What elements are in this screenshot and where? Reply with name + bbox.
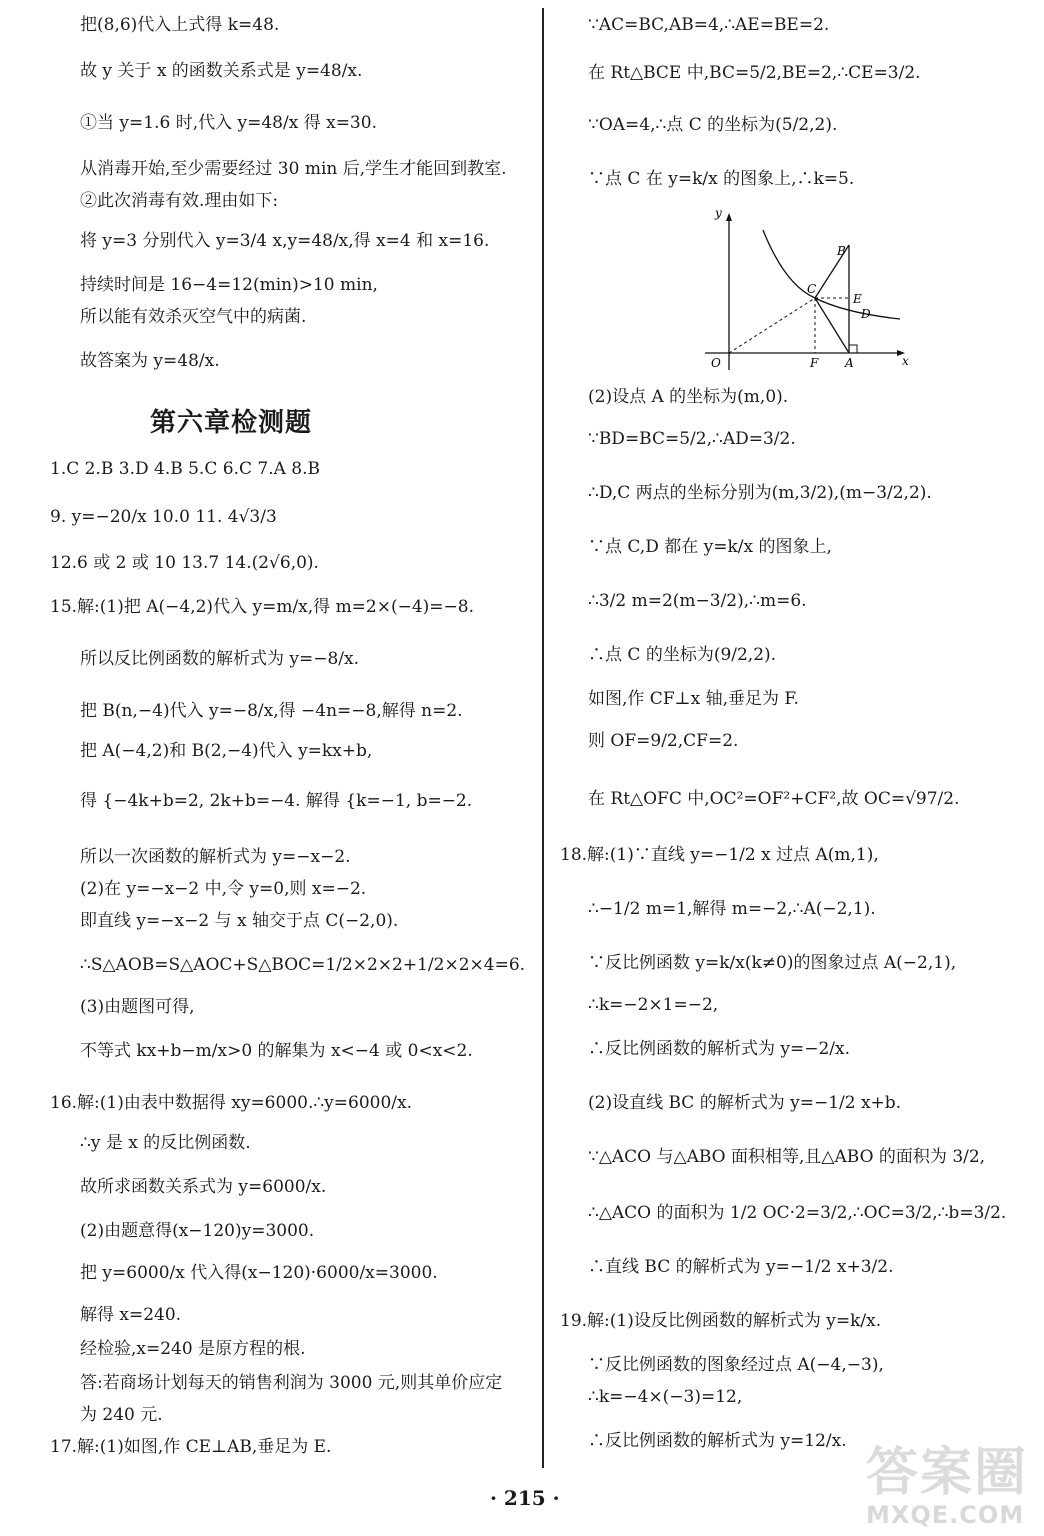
- solution-line: 16.解:(1)由表中数据得 xy=6000.∴y=6000/x.: [50, 1093, 412, 1113]
- text-line: 将 y=3 分别代入 y=3/4 x,y=48/x,得 x=4 和 x=16.: [80, 231, 490, 251]
- text-line: 故 y 关于 x 的函数关系式是 y=48/x.: [80, 61, 363, 81]
- label-x: x: [902, 354, 909, 368]
- text-line: 故所求函数关系式为 y=6000/x.: [80, 1177, 327, 1197]
- text-line: 则 OF=9/2,CF=2.: [588, 731, 739, 751]
- text-line: 在 Rt△BCE 中,BC=5/2,BE=2,∴CE=3/2.: [588, 63, 921, 83]
- text-line: ∴△ACO 的面积为 1/2 OC·2=3/2,∴OC=3/2,∴b=3/2.: [588, 1203, 1007, 1223]
- text-line: 经检验,x=240 是原方程的根.: [80, 1339, 306, 1359]
- label-e: E: [853, 292, 862, 306]
- chapter-title: 第六章检测题: [150, 408, 313, 438]
- page-number: · 215 ·: [490, 1486, 560, 1510]
- text-line: ∵反比例函数的图象经过点 A(−4,−3),: [588, 1355, 884, 1375]
- label-y: y: [715, 206, 722, 220]
- label-d: D: [861, 307, 871, 321]
- text-line: 答:若商场计划每天的销售利润为 3000 元,则其单价应定: [80, 1373, 503, 1393]
- text-line: 持续时间是 16−4=12(min)>10 min,: [80, 275, 378, 295]
- column-divider: [542, 8, 544, 1468]
- text-line: (2)设点 A 的坐标为(m,0).: [588, 387, 789, 407]
- text-line: 解得 x=240.: [80, 1305, 182, 1325]
- text-line: ①当 y=1.6 时,代入 y=48/x 得 x=30.: [80, 113, 377, 133]
- text-line: ∵点 C,D 都在 y=k/x 的图象上,: [588, 537, 832, 557]
- answer-line: 12.6 或 2 或 10 13.7 14.(2√6,0).: [50, 553, 319, 573]
- text-line: (3)由题图可得,: [80, 997, 195, 1017]
- text-line: ∴k=−2×1=−2,: [588, 995, 719, 1015]
- text-line: 所以能有效杀灭空气中的病菌.: [80, 307, 307, 327]
- text-line: 如图,作 CF⊥x 轴,垂足为 F.: [588, 689, 799, 709]
- watermark-logo: [866, 1445, 1031, 1530]
- label-f: F: [810, 356, 819, 370]
- text-line: ∴−1/2 m=1,解得 m=−2,∴A(−2,1).: [588, 899, 876, 919]
- text-line: ∴k=−4×(−3)=12,: [588, 1387, 743, 1407]
- text-line: ∵BD=BC=5/2,∴AD=3/2.: [588, 429, 796, 449]
- watermark-text: 答案圈: [866, 1443, 1029, 1503]
- text-line: 不等式 kx+b−m/x>0 的解集为 x<−4 或 0<x<2.: [80, 1041, 473, 1061]
- text-line: 从消毒开始,至少需要经过 30 min 后,学生才能回到教室.: [80, 159, 507, 179]
- watermark-url: MXQE.COM: [866, 1501, 1025, 1529]
- text-line: 把 A(−4,2)和 B(2,−4)代入 y=kx+b,: [80, 741, 373, 761]
- text-line: ∵反比例函数 y=k/x(k≠0)的图象过点 A(−2,1),: [588, 953, 957, 973]
- text-line: ∵点 C 在 y=k/x 的图象上,∴k=5.: [588, 169, 855, 189]
- text-line: 即直线 y=−x−2 与 x 轴交于点 C(−2,0).: [80, 911, 399, 931]
- text-line: ∵△ACO 与△ABO 面积相等,且△ABO 的面积为 3/2,: [588, 1147, 986, 1167]
- text-line: ∵AC=BC,AB=4,∴AE=BE=2.: [588, 15, 830, 35]
- solution-line: 17.解:(1)如图,作 CE⊥AB,垂足为 E.: [50, 1437, 332, 1457]
- coordinate-figure: [695, 205, 915, 375]
- text-line: 把 y=6000/x 代入得(x−120)·6000/x=3000.: [80, 1263, 438, 1283]
- text-line: 把 B(n,−4)代入 y=−8/x,得 −4n=−8,解得 n=2.: [80, 701, 463, 721]
- text-line: 所以反比例函数的解析式为 y=−8/x.: [80, 649, 360, 669]
- text-line: ∴直线 BC 的解析式为 y=−1/2 x+3/2.: [588, 1257, 894, 1277]
- label-o: O: [711, 356, 721, 370]
- answer-line: 1.C 2.B 3.D 4.B 5.C 6.C 7.A 8.B: [50, 459, 320, 479]
- solution-line: 19.解:(1)设反比例函数的解析式为 y=k/x.: [560, 1311, 882, 1331]
- text-line: ∴3/2 m=2(m−3/2),∴m=6.: [588, 591, 807, 611]
- text-line: ∴反比例函数的解析式为 y=−2/x.: [588, 1039, 851, 1059]
- text-line: 得 {−4k+b=2, 2k+b=−4. 解得 {k=−1, b=−2.: [80, 791, 473, 811]
- text-line: 在 Rt△OFC 中,OC²=OF²+CF²,故 OC=√97/2.: [588, 789, 960, 809]
- text-line: (2)设直线 BC 的解析式为 y=−1/2 x+b.: [588, 1093, 902, 1113]
- solution-line: 18.解:(1)∵直线 y=−1/2 x 过点 A(m,1),: [560, 845, 879, 865]
- text-line: 为 240 元.: [80, 1405, 163, 1425]
- text-line: ∴S△AOB=S△AOC+S△BOC=1/2×2×2+1/2×2×4=6.: [80, 955, 526, 975]
- solution-line: 15.解:(1)把 A(−4,2)代入 y=m/x,得 m=2×(−4)=−8.: [50, 597, 475, 617]
- label-a: A: [845, 356, 854, 370]
- text-line: 故答案为 y=48/x.: [80, 351, 220, 371]
- text-line: (2)由题意得(x−120)y=3000.: [80, 1221, 315, 1241]
- label-b: B: [837, 244, 846, 258]
- text-line: (2)在 y=−x−2 中,令 y=0,则 x=−2.: [80, 879, 367, 899]
- text-line: ②此次消毒有效.理由如下:: [80, 191, 279, 211]
- text-line: ∵OA=4,∴点 C 的坐标为(5/2,2).: [588, 115, 838, 135]
- text-line: ∴y 是 x 的反比例函数.: [80, 1133, 251, 1153]
- text-line: ∴D,C 两点的坐标分别为(m,3/2),(m−3/2,2).: [588, 483, 932, 503]
- text-line: ∴点 C 的坐标为(9/2,2).: [588, 645, 777, 665]
- label-c: C: [807, 282, 817, 296]
- text-line: 所以一次函数的解析式为 y=−x−2.: [80, 847, 351, 867]
- text-line: 把(8,6)代入上式得 k=48.: [80, 15, 280, 35]
- answer-line: 9. y=−20/x 10.0 11. 4√3/3: [50, 507, 277, 527]
- text-line: ∴反比例函数的解析式为 y=12/x.: [588, 1431, 847, 1451]
